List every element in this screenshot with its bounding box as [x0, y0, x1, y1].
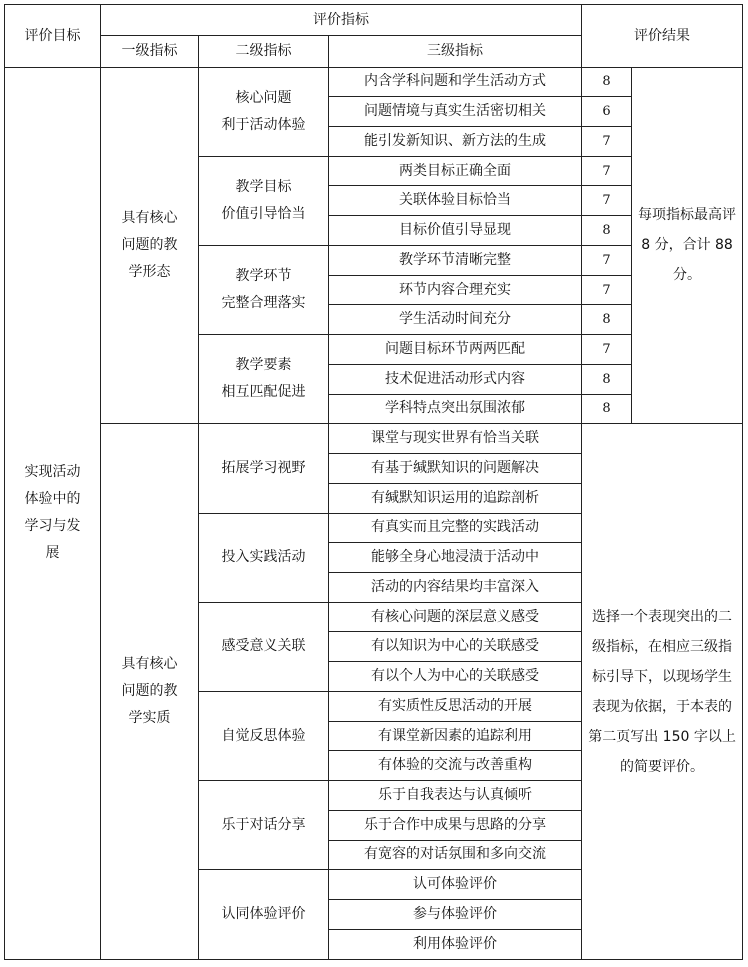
level3-cell: 教学环节清晰完整 — [329, 245, 582, 275]
goal-cell: 实现活动体验中的学习与发展 — [5, 67, 101, 960]
level2-cell: 核心问题 利于活动体验 — [199, 67, 329, 156]
score-cell: 8 — [582, 394, 632, 424]
score-cell: 7 — [582, 126, 632, 156]
level3-cell: 能引发新知识、新方法的生成 — [329, 126, 582, 156]
score-cell: 8 — [582, 67, 632, 97]
header-result: 评价结果 — [582, 5, 743, 68]
score-cell: 7 — [582, 245, 632, 275]
level3-cell: 关联体验目标恰当 — [329, 186, 582, 216]
level2-cell: 感受意义关联 — [199, 602, 329, 691]
level2-cell: 教学要素 相互匹配促进 — [199, 335, 329, 424]
level3-cell: 有体验的交流与改善重构 — [329, 751, 582, 781]
score-cell: 7 — [582, 186, 632, 216]
score-cell: 8 — [582, 216, 632, 246]
level3-cell: 乐于自我表达与认真倾听 — [329, 781, 582, 811]
level2-cell: 教学目标 价值引导恰当 — [199, 156, 329, 245]
score-cell: 7 — [582, 156, 632, 186]
level3-cell: 有以知识为中心的关联感受 — [329, 632, 582, 662]
score-cell: 6 — [582, 97, 632, 127]
level3-cell: 内含学科问题和学生活动方式 — [329, 67, 582, 97]
level3-cell: 课堂与现实世界有恰当关联 — [329, 424, 582, 454]
level3-cell: 利用体验评价 — [329, 929, 582, 959]
level3-cell: 有缄默知识运用的追踪剖析 — [329, 483, 582, 513]
level3-cell: 活动的内容结果均丰富深入 — [329, 572, 582, 602]
level3-cell: 能够全身心地浸渍于活动中 — [329, 543, 582, 573]
level1-form: 具有核心问题的教学形态 — [101, 67, 199, 424]
level2-cell: 认同体验评价 — [199, 870, 329, 960]
level3-cell: 有基于缄默知识的问题解决 — [329, 454, 582, 484]
score-cell: 7 — [582, 335, 632, 365]
level2-cell: 投入实践活动 — [199, 513, 329, 602]
level3-cell: 两类目标正确全面 — [329, 156, 582, 186]
level3-cell: 问题目标环节两两匹配 — [329, 335, 582, 365]
score-cell: 8 — [582, 364, 632, 394]
level2-cell: 教学环节 完整合理落实 — [199, 245, 329, 334]
level2-cell: 乐于对话分享 — [199, 781, 329, 870]
level3-cell: 有实质性反思活动的开展 — [329, 691, 582, 721]
header-level2: 二级指标 — [199, 36, 329, 67]
score-cell: 7 — [582, 275, 632, 305]
level3-cell: 问题情境与真实生活密切相关 — [329, 97, 582, 127]
header-goal: 评价目标 — [5, 5, 101, 68]
level3-cell: 乐于合作中成果与思路的分享 — [329, 810, 582, 840]
score-cell: 8 — [582, 305, 632, 335]
level3-cell: 目标价值引导显现 — [329, 216, 582, 246]
level3-cell: 参与体验评价 — [329, 900, 582, 930]
level3-cell: 技术促进活动形式内容 — [329, 364, 582, 394]
level3-cell: 有真实而且完整的实践活动 — [329, 513, 582, 543]
level2-cell: 拓展学习视野 — [199, 424, 329, 513]
level3-cell: 有核心问题的深层意义感受 — [329, 602, 582, 632]
level2-cell: 自觉反思体验 — [199, 691, 329, 780]
essence-result-note: 选择一个表现突出的二级指标，在相应三级指标引导下，以现场学生表现为依据，于本表的第二页写出 150 字以上的简要评价。 — [582, 424, 743, 960]
header-level3: 三级指标 — [329, 36, 582, 67]
level3-cell: 学生活动时间充分 — [329, 305, 582, 335]
evaluation-table — [4, 4, 743, 960]
level3-cell: 有宽容的对话氛围和多向交流 — [329, 840, 582, 870]
level3-cell: 有课堂新因素的追踪利用 — [329, 721, 582, 751]
level3-cell: 认可体验评价 — [329, 870, 582, 900]
level3-cell: 学科特点突出氛围浓郁 — [329, 394, 582, 424]
form-result-note: 每项指标最高评 8 分，合计 88 分。 — [632, 67, 743, 424]
level3-cell: 有以个人为中心的关联感受 — [329, 662, 582, 692]
level3-cell: 环节内容合理充实 — [329, 275, 582, 305]
level1-essence: 具有核心问题的教学实质 — [101, 424, 199, 960]
header-indicators: 评价指标 — [101, 5, 582, 36]
header-level1: 一级指标 — [101, 36, 199, 67]
